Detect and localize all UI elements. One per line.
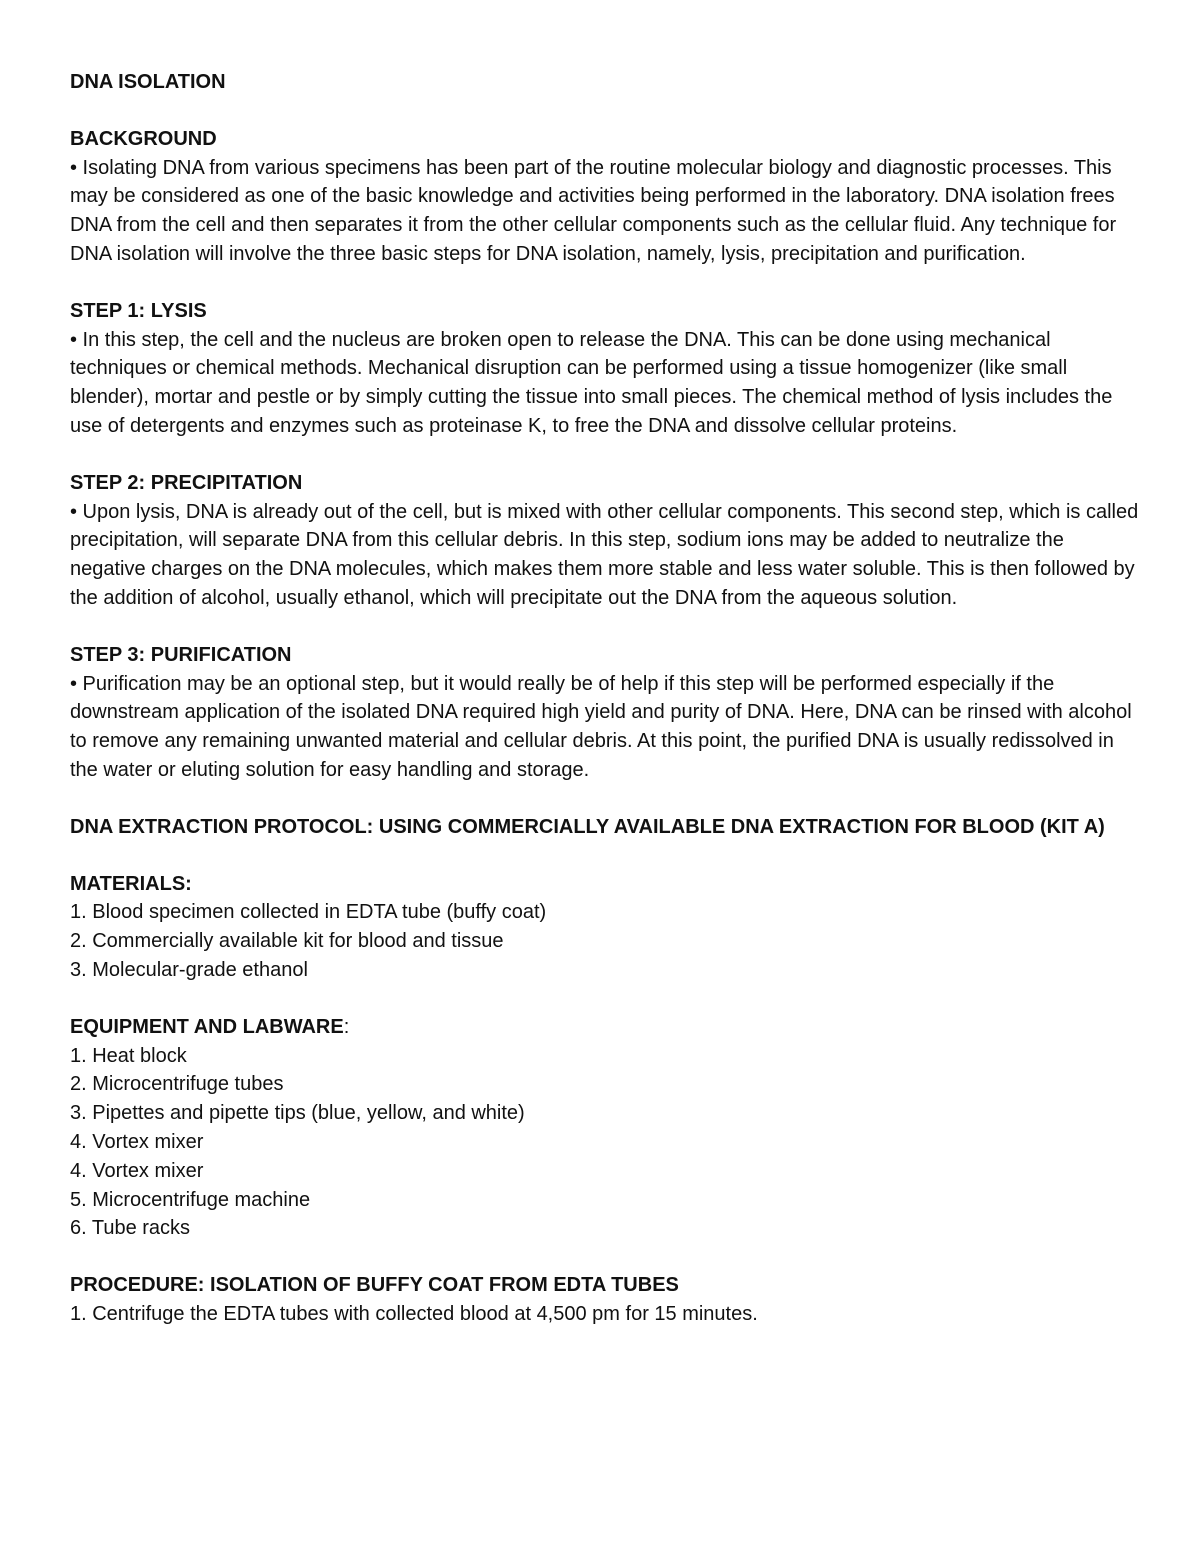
spacer <box>70 1243 1140 1271</box>
document-title: DNA ISOLATION <box>70 71 226 93</box>
procedure-item: 1. Centrifuge the EDTA tubes with collected blood at 4,500 pm for 15 minutes. <box>70 1302 758 1325</box>
equipment-item: 3. Pipettes and pipette tips (blue, yellow, and white) <box>70 1102 525 1125</box>
spacer <box>70 613 1140 641</box>
equipment-heading-line <box>70 1013 1140 1042</box>
materials-heading: MATERIALS: <box>70 872 192 895</box>
protocol-heading: DNA EXTRACTION PROTOCOL: USING COMMERCIALLY AVAILABLE DNA EXTRACTION FOR BLOOD (KIT A) <box>70 815 1105 838</box>
spacer <box>70 985 1140 1013</box>
document-page <box>70 68 1140 1329</box>
equipment-heading: EQUIPMENT AND LABWARE <box>70 1015 344 1038</box>
step3-heading: STEP 3: PURIFICATION <box>70 643 292 666</box>
equipment-item: 4. Vortex mixer <box>70 1130 204 1153</box>
materials-item: 1. Blood specimen collected in EDTA tube (buffy coat) <box>70 901 547 924</box>
step1-text: • In this step, the cell and the nucleus are broken open to release the DNA. This can be done using mechanical techniques or chemical methods. Mechanical disruption can be performed using a tissue homogenizer (like small blender), mortar and pestle or by simply cutting the tissue into small pieces. The chemical method of lysis includes the use of detergents and enzymes such as proteinase K, to free the DNA and dissolve cellular proteins. <box>70 328 1113 437</box>
equipment-item: 1. Heat block <box>70 1044 187 1067</box>
spacer <box>70 269 1140 297</box>
equipment-item: 6. Tube racks <box>70 1217 191 1240</box>
equipment-heading-colon: : <box>343 1015 350 1038</box>
step1-heading: STEP 1: LYSIS <box>70 299 207 322</box>
equipment-item: 4. Vortex mixer <box>70 1159 204 1182</box>
materials-item: 3. Molecular-grade ethanol <box>70 958 308 981</box>
spacer <box>70 97 1140 125</box>
equipment-item: 2. Microcentrifuge tubes <box>70 1073 284 1096</box>
background-heading: BACKGROUND <box>70 127 217 150</box>
step2-heading: STEP 2: PRECIPITATION <box>70 471 303 494</box>
equipment-item: 5. Microcentrifuge machine <box>70 1188 311 1211</box>
procedure-heading: PROCEDURE: ISOLATION OF BUFFY COAT FROM EDTA TUBES <box>70 1274 679 1297</box>
spacer <box>70 441 1140 469</box>
step2-text: • Upon lysis, DNA is already out of the cell, but is mixed with other cellular components. This second step, which is called precipitation, will separate DNA from this cellular debris. In this step, sodium ions may be added to neutralize the negative charges on the DNA molecules, which makes them more stable and less water soluble. This is then followed by the addition of alcohol, usually ethanol, which will precipitate out the DNA from the aqueous solution. <box>70 500 1139 609</box>
spacer <box>70 842 1140 870</box>
step3-text: • Purification may be an optional step, but it would really be of help if this step will be performed especially if the downstream application of the isolated DNA required high yield and purity of DNA. Here, DNA can be rinsed with alcohol to remove any remaining unwanted material and cellular debris. At this point, the purified DNA is usually redissolved in the water or eluting solution for easy handling and storage. <box>70 672 1132 781</box>
materials-item: 2. Commercially available kit for blood and tissue <box>70 930 504 953</box>
spacer <box>70 785 1140 813</box>
background-text: • Isolating DNA from various specimens has been part of the routine molecular biology and diagnostic processes. This may be considered as one of the basic knowledge and activities being performed in the laboratory. DNA isolation frees DNA from the cell and then separates it from the other cellular components such as the cellular fluid. Any technique for DNA isolation will involve the three basic steps for DNA isolation, namely, lysis, precipitation and purification. <box>70 156 1117 265</box>
